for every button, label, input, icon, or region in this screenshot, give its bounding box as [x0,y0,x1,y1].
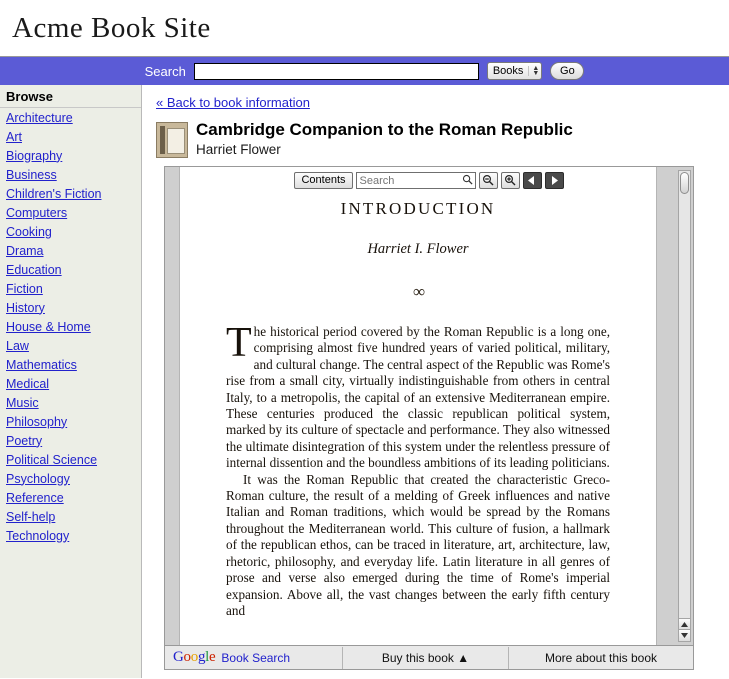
next-page-button[interactable] [545,172,564,189]
search-bar [0,57,729,85]
paragraph-1 [226,320,610,472]
sidebar-item-biography[interactable]: Biography [6,148,63,163]
arrow-down-icon [681,633,688,638]
arrow-left-icon [528,176,536,185]
zoom-out-icon [482,174,494,186]
scroll-down-button[interactable] [679,629,690,641]
book-page [179,167,657,646]
viewer-scrollbar[interactable] [678,170,691,642]
sidebar-item-education[interactable]: Education [6,262,62,277]
sidebar-item-medical[interactable]: Medical [6,376,50,391]
sidebar-item-cooking[interactable]: Cooking [6,224,52,239]
page-title: Acme Book Site [12,11,211,44]
sidebar-item-mathematics[interactable]: Mathematics [6,357,77,372]
arrow-up-icon [681,622,688,627]
main-panel [142,85,729,678]
sidebar-item-art[interactable]: Art [6,129,22,144]
sidebar-item-political-science[interactable]: Political Science [6,452,98,467]
google-logo: Google [173,649,216,665]
sidebar-item-poetry[interactable]: Poetry [6,433,43,448]
sidebar-item-drama[interactable]: Drama [6,243,44,258]
chapter-author: Harriet I. Flower [367,241,469,257]
sidebar-item-law[interactable]: Law [6,338,29,353]
drop-cap: T [226,320,252,366]
sidebar-item-reference[interactable]: Reference [6,490,64,505]
zoom-in-icon [504,174,516,186]
sidebar-item-architecture[interactable]: Architecture [6,110,73,125]
sidebar-item-computers[interactable]: Computers [6,205,68,220]
back-to-book-information-link[interactable]: « Back to book information [156,95,310,110]
book-title: Cambridge Companion to the Roman Republic [196,120,573,139]
arrow-right-icon [550,176,558,185]
book-search-link[interactable]: Book Search [221,650,291,665]
search-scope-select[interactable] [487,62,543,80]
viewer-search-input[interactable] [356,172,476,189]
sidebar-item-psychology[interactable]: Psychology [6,471,70,486]
sidebar-item-business[interactable]: Business [6,167,57,182]
previous-page-button[interactable] [523,172,542,189]
book-author: Harriet Flower [196,142,281,157]
content-area [0,85,729,678]
sidebar-item-self-help[interactable]: Self-help [6,509,56,524]
buy-this-book-button[interactable]: Buy this book ▲ [342,647,508,669]
sidebar-item-music[interactable]: Music [6,395,39,410]
viewer-search-wrapper [356,172,476,189]
sidebar-item-technology[interactable]: Technology [6,528,70,543]
zoom-in-button[interactable] [501,172,520,189]
book-preview-viewer [164,166,694,646]
more-about-this-book-button[interactable]: More about this book [508,647,693,669]
sidebar-item-childrens-fiction[interactable]: Children's Fiction [6,186,102,201]
ornament-icon: ∞ [412,282,424,301]
sidebar-item-fiction[interactable]: Fiction [6,281,43,296]
paragraph-2: It was the Roman Republic that created the characteristic Greco-Roman culture, the result of a melding of Greek influences and native Italian and Roman traditions, which would be spread by the Romans throughout the Mediterranean world. This culture of fusion, a hallmark of the republican ethos, can be traced in literature, art, architecture, law, rhetoric, philosophy, and everyday life. Latin literature in all genres of prose and verse also emerged during the time of Rome's imperial expansion. Above all, the vast changes between the early fifth century and [226,471,610,618]
viewer-toolbar [165,171,693,189]
sidebar-item-philosophy[interactable]: Philosophy [6,414,68,429]
page-body-text [226,320,610,619]
search-input[interactable] [194,63,479,80]
book-cover-icon [156,122,188,158]
book-header [156,120,729,158]
chapter-label: INTRODUCTION [340,199,496,218]
search-label: Search [144,63,186,79]
sidebar-item-house-and-home[interactable]: House & Home [6,319,91,334]
sidebar [0,85,142,678]
site-header [0,0,729,57]
zoom-out-button[interactable] [479,172,498,189]
viewer-footer [164,646,694,670]
go-button[interactable]: Go [550,62,584,80]
search-scope-value: Books [492,65,524,77]
paragraph-1-text: he historical period covered by the Roman Republic is a long one, comprising almost five hundred years of varied political, military, and cultural change. The central aspect of the Republic was Rome's rise from a small city, virtually indistinguishable from others in central Italy, to a metropolis, the capital of an extensive Mediterranean empire. These centuries produced the classic republican political system, marked by its culture of spectacle and performance. They also witnessed the ultimate disintegration of this system under the relentless pressure of internal dissention and the boundless ambitions of its leading politicians. [226,324,610,471]
chevron-updown-icon: ▲ ▼ [528,66,539,76]
sidebar-heading: Browse [0,85,141,108]
contents-button[interactable]: Contents [294,172,352,189]
sidebar-item-history[interactable]: History [6,300,45,315]
